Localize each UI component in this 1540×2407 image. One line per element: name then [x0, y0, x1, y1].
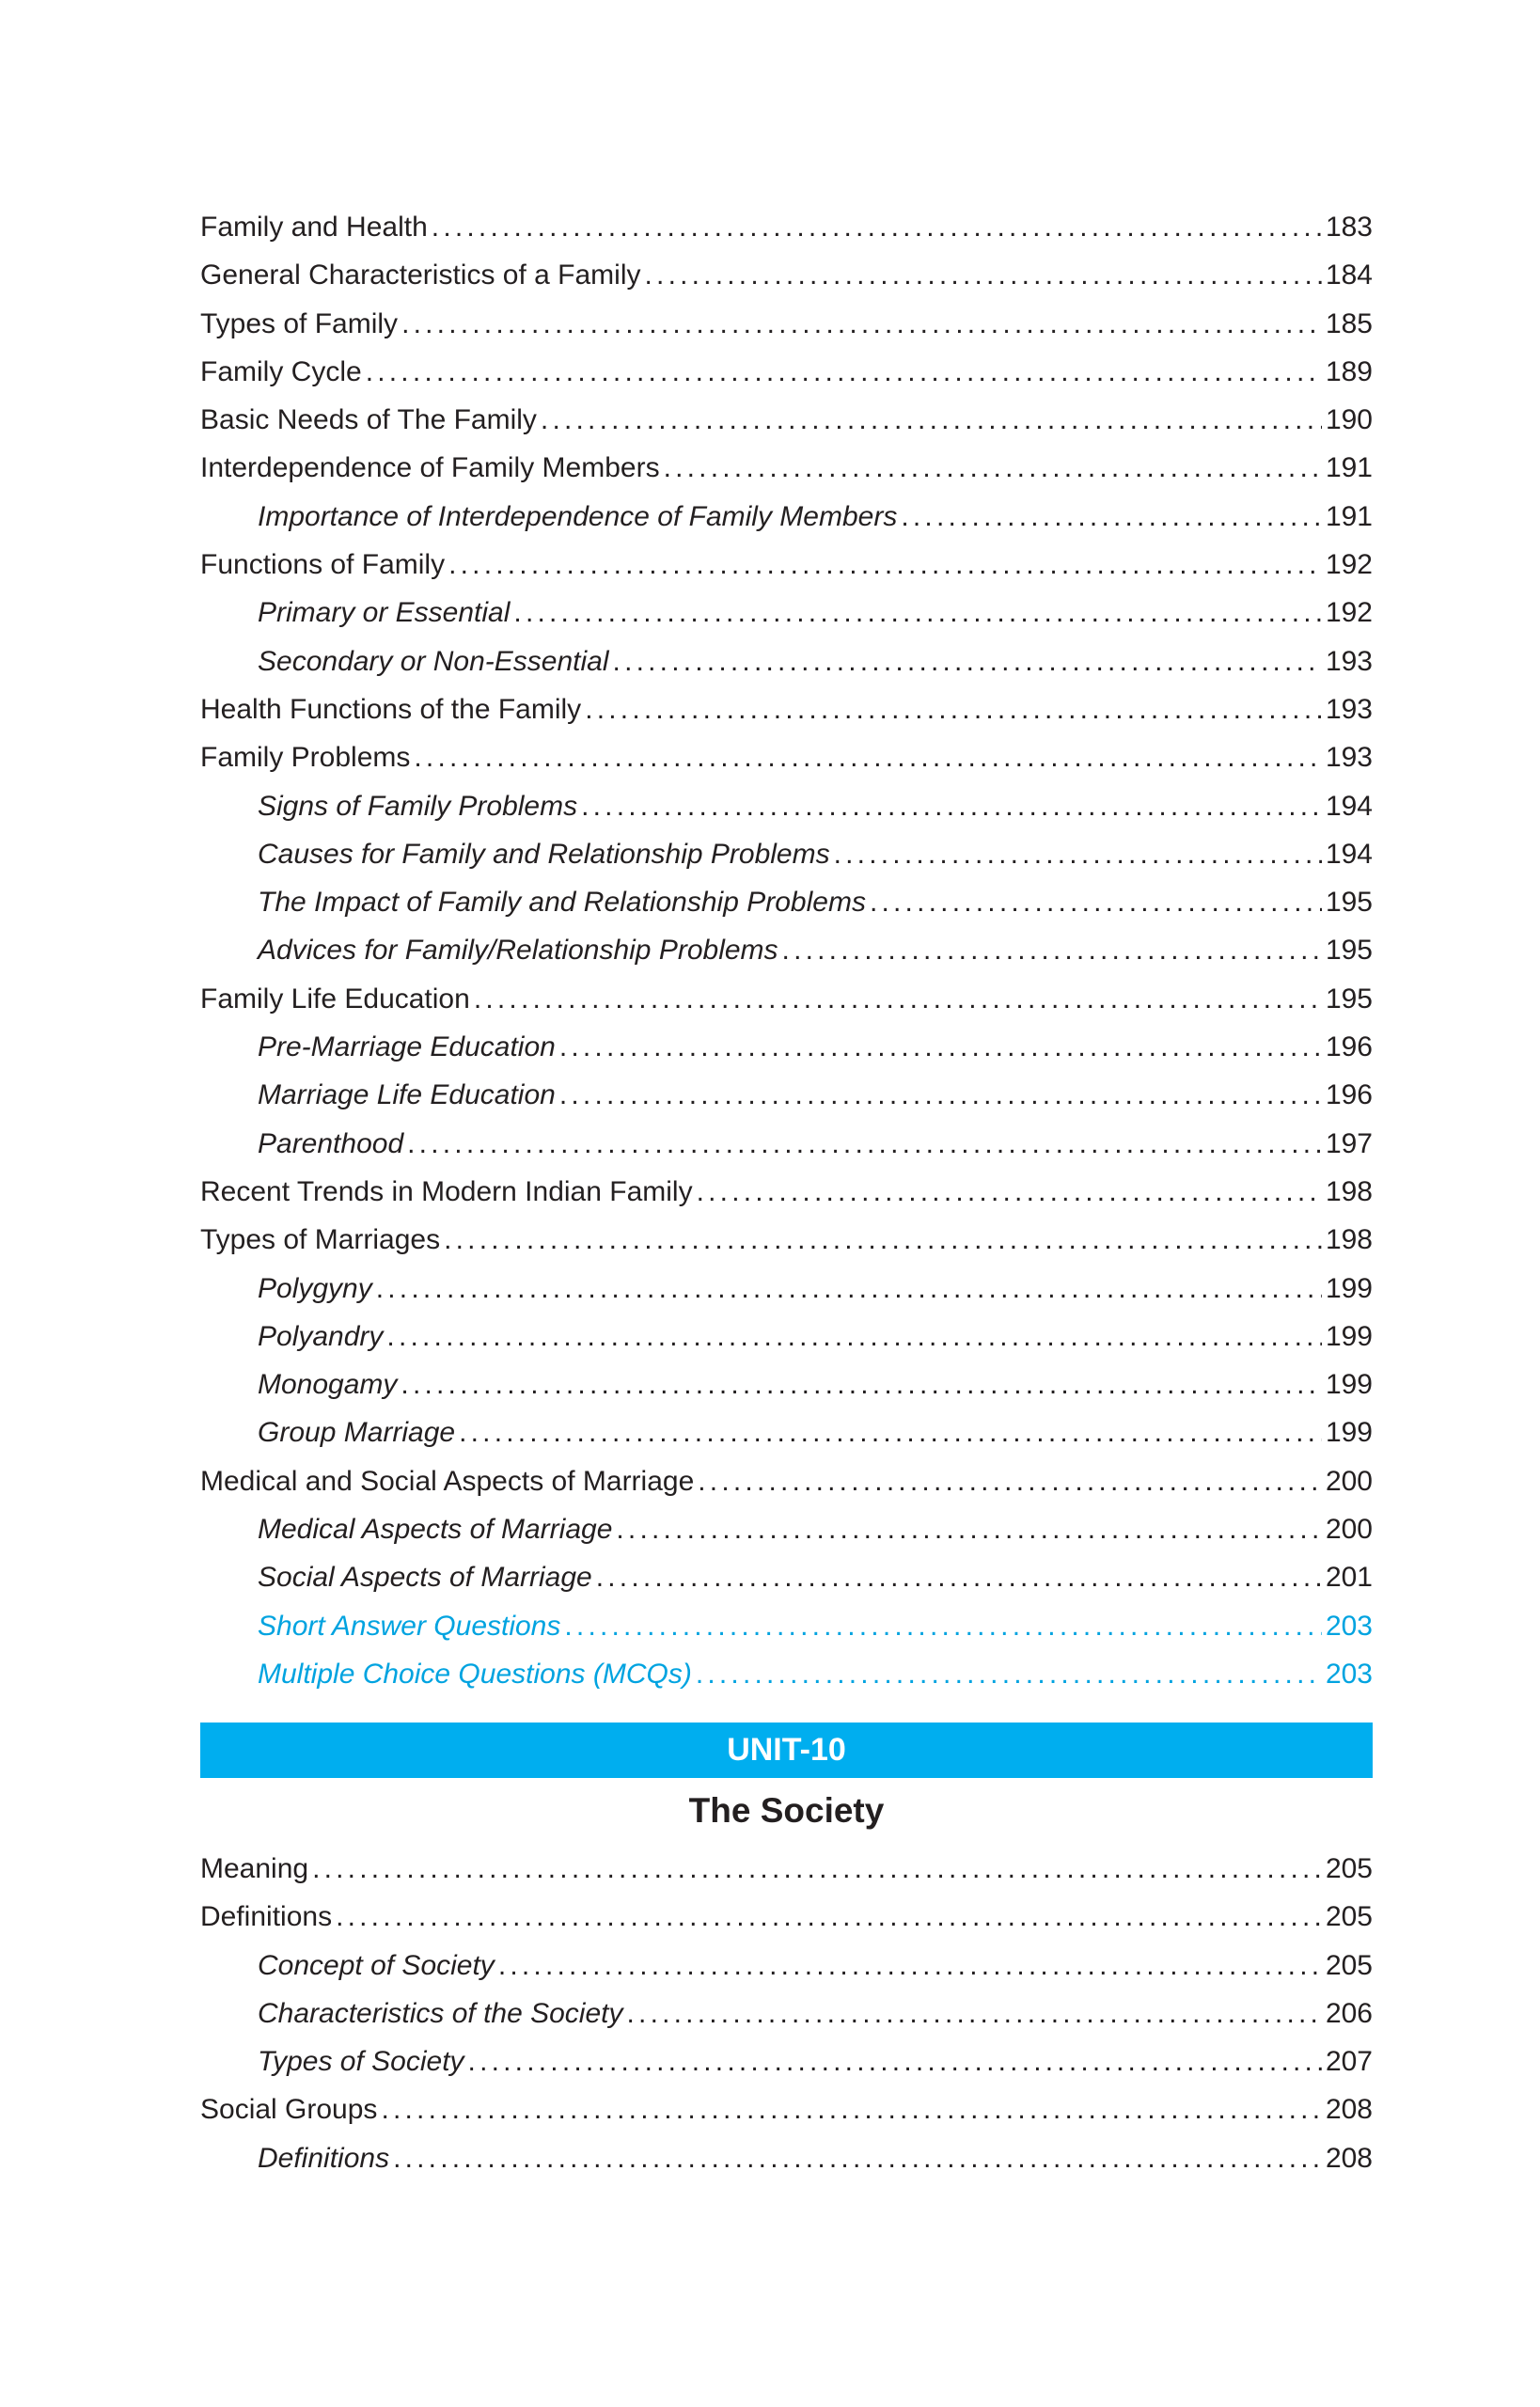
toc-entry-page-number: 200 — [1325, 1514, 1373, 1546]
toc-entry-page-number: 205 — [1325, 1853, 1373, 1884]
toc-entry-page-number: 203 — [1325, 1658, 1373, 1690]
dot-leader — [393, 2134, 1322, 2182]
toc-entry[interactable] — [200, 444, 1373, 492]
toc-entry-page-number: 208 — [1325, 2142, 1373, 2174]
dot-leader — [564, 1602, 1322, 1650]
toc-entry-page-number: 196 — [1325, 1031, 1373, 1063]
toc-entry-title: Family Problems — [200, 742, 411, 774]
dot-leader — [616, 1505, 1322, 1553]
toc-subentry[interactable] — [200, 1650, 1373, 1698]
toc-entry[interactable] — [200, 2085, 1373, 2133]
toc-entry-page-number: 191 — [1325, 500, 1373, 532]
toc-entry-title: Family Cycle — [200, 355, 362, 387]
toc-entry-title: Concept of Society — [258, 1949, 495, 1981]
toc-entry-title: Pre-Marriage Education — [258, 1031, 556, 1063]
toc-entry-title: Marriage Life Education — [258, 1079, 556, 1111]
dot-leader — [585, 685, 1322, 733]
toc-entry-page-number: 198 — [1325, 1224, 1373, 1256]
toc-entry-title: Types of Marriages — [200, 1224, 441, 1256]
toc-entry-title: Social Aspects of Marriage — [258, 1562, 592, 1594]
toc-entry[interactable] — [200, 1457, 1373, 1505]
toc-entry-page-number: 206 — [1325, 1997, 1373, 2029]
dot-leader — [459, 1408, 1322, 1456]
dot-leader — [468, 2037, 1322, 2085]
toc-subentry[interactable] — [200, 1942, 1373, 1990]
toc-entry[interactable] — [200, 1845, 1373, 1893]
dot-leader — [444, 1216, 1322, 1264]
dot-leader — [541, 396, 1322, 444]
toc-entry-title: Short Answer Questions — [258, 1610, 561, 1642]
toc-entry-page-number: 199 — [1325, 1369, 1373, 1401]
toc-entry-page-number: 194 — [1325, 790, 1373, 822]
toc-entry-title: Medical and Social Aspects of Marriage — [200, 1465, 695, 1497]
toc-entry-title: Signs of Family Problems — [258, 790, 578, 822]
dot-leader — [474, 975, 1322, 1023]
toc-subentry[interactable] — [200, 1313, 1373, 1361]
toc-entry-page-number: 189 — [1325, 355, 1373, 387]
toc-entry-title: Primary or Essential — [258, 597, 511, 629]
toc-entry-title: Family and Health — [200, 212, 428, 243]
dot-leader — [596, 1553, 1322, 1601]
dot-leader — [901, 493, 1322, 541]
toc-entry-title: Interdependence of Family Members — [200, 452, 660, 484]
toc-entry-page-number: 190 — [1325, 404, 1373, 436]
dot-leader — [448, 541, 1322, 589]
toc-entry-title: Definitions — [258, 2142, 390, 2174]
toc-entry-page-number: 201 — [1325, 1562, 1373, 1594]
toc-entry-title: Types of Family — [200, 307, 399, 339]
toc-entry-page-number: 194 — [1325, 838, 1373, 870]
toc-entry-title: Multiple Choice Questions (MCQs) — [258, 1658, 692, 1690]
dot-leader — [312, 1845, 1322, 1893]
dot-leader — [834, 830, 1322, 878]
dot-leader — [407, 1120, 1322, 1168]
toc-subentry[interactable] — [200, 1505, 1373, 1553]
toc-list-unit-10 — [200, 1845, 1373, 2182]
toc-subentry[interactable] — [200, 637, 1373, 685]
toc-subentry[interactable] — [200, 878, 1373, 926]
toc-entry[interactable] — [200, 1168, 1373, 1216]
toc-entry-page-number: 200 — [1325, 1465, 1373, 1497]
toc-entry-page-number: 193 — [1325, 645, 1373, 677]
toc-entry-page-number: 184 — [1325, 260, 1373, 291]
toc-entry-title: Definitions — [200, 1901, 333, 1933]
toc-subentry[interactable] — [200, 2134, 1373, 2182]
toc-entry[interactable] — [200, 251, 1373, 299]
toc-subentry[interactable] — [200, 830, 1373, 878]
dot-leader — [414, 733, 1322, 781]
toc-entry[interactable] — [200, 685, 1373, 733]
toc-entry[interactable] — [200, 975, 1373, 1023]
toc-entry-title: Polyandry — [258, 1320, 384, 1352]
toc-entry-page-number: 208 — [1325, 2094, 1373, 2126]
toc-entry-title: Types of Society — [258, 2046, 464, 2078]
toc-entry-page-number: 183 — [1325, 212, 1373, 243]
toc-subentry[interactable] — [200, 1990, 1373, 2037]
toc-entry-title: Health Functions of the Family — [200, 693, 582, 725]
dot-leader — [870, 878, 1322, 926]
toc-entry-title: Secondary or Non-Essential — [258, 645, 609, 677]
toc-entry-page-number: 197 — [1325, 1127, 1373, 1159]
dot-leader — [432, 203, 1322, 251]
dot-leader — [697, 1168, 1322, 1216]
dot-leader — [559, 1071, 1322, 1119]
toc-subentry[interactable] — [200, 589, 1373, 637]
toc-entry-title: Characteristics of the Society — [258, 1997, 623, 2029]
toc-entry-title: Medical Aspects of Marriage — [258, 1514, 613, 1546]
toc-entry-title: Meaning — [200, 1853, 309, 1884]
toc-entry-page-number: 207 — [1325, 2046, 1373, 2078]
dot-leader — [386, 1313, 1322, 1361]
toc-subentry[interactable] — [200, 1602, 1373, 1650]
toc-entry-title: Polygyny — [258, 1272, 372, 1304]
toc-entry-title: Recent Trends in Modern Indian Family — [200, 1175, 693, 1207]
dot-leader — [366, 348, 1322, 396]
toc-entry-title: Parenthood — [258, 1127, 404, 1159]
dot-leader — [664, 444, 1322, 492]
dot-leader — [513, 589, 1322, 637]
toc-entry-title: Advices for Family/Relationship Problems — [258, 935, 778, 967]
toc-entry-page-number: 185 — [1325, 307, 1373, 339]
toc-entry-page-number: 199 — [1325, 1272, 1373, 1304]
toc-entry[interactable] — [200, 203, 1373, 251]
dot-leader — [581, 782, 1322, 830]
toc-entry-page-number: 191 — [1325, 452, 1373, 484]
toc-entry-page-number: 193 — [1325, 742, 1373, 774]
dot-leader — [401, 300, 1322, 348]
toc-entry[interactable] — [200, 348, 1373, 396]
toc-entry-page-number: 198 — [1325, 1175, 1373, 1207]
toc-entry-page-number: 205 — [1325, 1901, 1373, 1933]
toc-entry-title: Family Life Education — [200, 983, 470, 1015]
toc-entry[interactable] — [200, 541, 1373, 589]
toc-entry-page-number: 195 — [1325, 935, 1373, 967]
toc-subentry[interactable] — [200, 1361, 1373, 1408]
toc-entry-title: Importance of Interdependence of Family Members — [258, 500, 898, 532]
toc-entry-title: Basic Needs of The Family — [200, 404, 537, 436]
unit-title: The Society — [688, 1791, 885, 1830]
toc-entry[interactable] — [200, 1216, 1373, 1264]
toc-entry[interactable] — [200, 1893, 1373, 1941]
dot-leader — [645, 251, 1322, 299]
toc-subentry[interactable] — [200, 1408, 1373, 1456]
unit-heading-bar — [200, 1723, 1373, 1778]
toc-subentry[interactable] — [200, 1120, 1373, 1168]
toc-list-unit-9 — [200, 203, 1373, 1698]
dot-leader — [698, 1457, 1322, 1505]
dot-leader — [401, 1361, 1322, 1408]
dot-leader — [559, 1023, 1322, 1071]
toc-subentry[interactable] — [200, 782, 1373, 830]
toc-entry-title: The Impact of Family and Relationship Problems — [258, 887, 866, 919]
toc-entry-page-number: 195 — [1325, 887, 1373, 919]
dot-leader — [336, 1893, 1322, 1941]
toc-subentry[interactable] — [200, 2037, 1373, 2085]
toc-entry-page-number: 205 — [1325, 1949, 1373, 1981]
toc-entry-title: General Characteristics of a Family — [200, 260, 641, 291]
toc-entry-page-number: 195 — [1325, 983, 1373, 1015]
toc-entry-page-number: 199 — [1325, 1417, 1373, 1449]
dot-leader — [376, 1265, 1322, 1313]
dot-leader — [782, 926, 1322, 974]
dot-leader — [613, 637, 1322, 685]
toc-entry-page-number: 196 — [1325, 1079, 1373, 1111]
toc-entry-page-number: 199 — [1325, 1320, 1373, 1352]
toc-entry-title: Functions of Family — [200, 549, 446, 581]
dot-leader — [381, 2085, 1322, 2133]
toc-entry-page-number: 192 — [1325, 597, 1373, 629]
toc-entry-page-number: 193 — [1325, 693, 1373, 725]
toc-entry-title: Social Groups — [200, 2094, 378, 2126]
toc-entry[interactable] — [200, 733, 1373, 781]
toc-subentry[interactable] — [200, 1553, 1373, 1601]
toc-entry-title: Monogamy — [258, 1369, 398, 1401]
unit-label: UNIT-10 — [727, 1732, 846, 1768]
toc-entry-title: Causes for Family and Relationship Problems — [258, 838, 830, 870]
toc-subentry[interactable] — [200, 926, 1373, 974]
toc-entry[interactable] — [200, 396, 1373, 444]
toc-entry[interactable] — [200, 300, 1373, 348]
toc-entry-title: Group Marriage — [258, 1417, 456, 1449]
dot-leader — [498, 1942, 1322, 1990]
toc-subentry[interactable] — [200, 493, 1373, 541]
toc-subentry[interactable] — [200, 1265, 1373, 1313]
toc-entry-page-number: 203 — [1325, 1610, 1373, 1642]
toc-entry-page-number: 192 — [1325, 549, 1373, 581]
toc-subentry[interactable] — [200, 1023, 1373, 1071]
dot-leader — [627, 1990, 1322, 2037]
dot-leader — [696, 1650, 1322, 1698]
toc-subentry[interactable] — [200, 1071, 1373, 1119]
